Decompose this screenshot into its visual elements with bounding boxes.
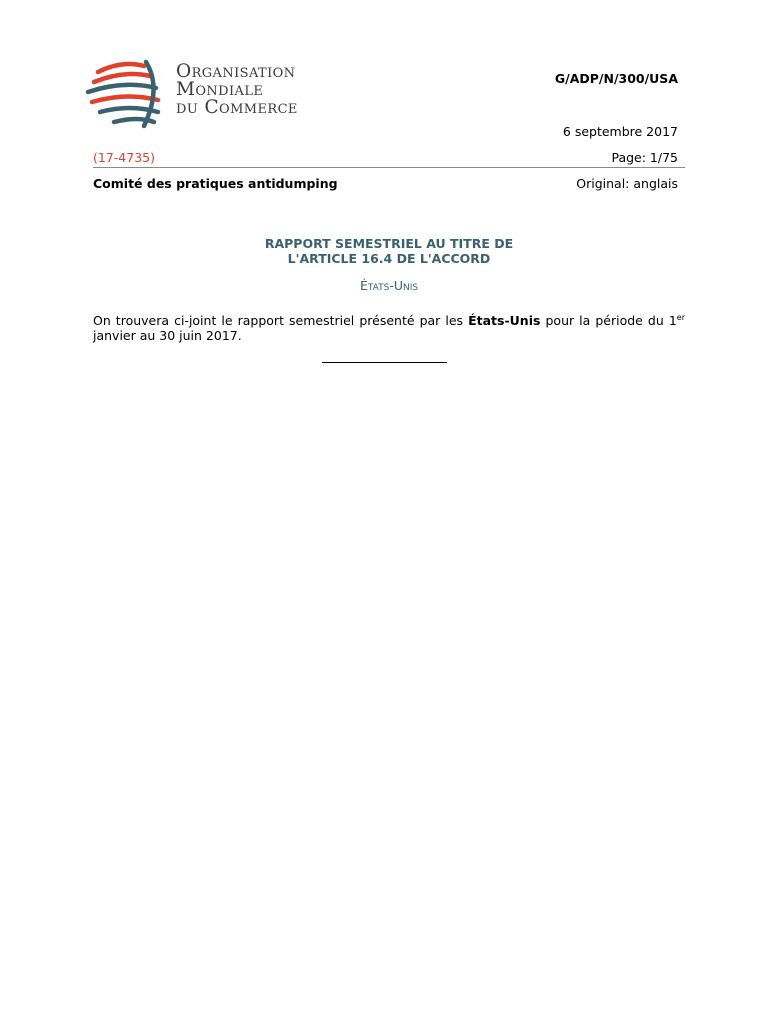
- body-text-part-1: On trouvera ci-joint le rapport semestriel présenté par les: [93, 313, 469, 328]
- body-text-country: États-Unis: [468, 313, 541, 328]
- document-reference: (17-4735): [93, 150, 155, 165]
- document-subtitle: États-Unis: [359, 278, 419, 293]
- page-number: Page: 1/75: [611, 150, 678, 165]
- org-name-line-3: du Commerce: [176, 97, 298, 118]
- org-name-line-2: Mondiale: [176, 79, 264, 100]
- wto-logo-icon: [84, 58, 174, 130]
- title-line-2: L'ARTICLE 16.4 DE L'ACCORD: [287, 251, 491, 266]
- original-language: Original: anglais: [576, 176, 678, 191]
- document-title: [93, 236, 685, 266]
- body-text-superscript: er: [676, 312, 685, 322]
- document-symbol: G/ADP/N/300/USA: [554, 71, 678, 86]
- title-line-1: RAPPORT SEMESTRIEL AU TITRE DE: [264, 236, 514, 251]
- body-text-part-3: janvier au 30 juin 2017.: [93, 328, 242, 343]
- organisation-name: [176, 63, 298, 117]
- document-date: 6 septembre 2017: [562, 124, 678, 139]
- body-paragraph: [93, 313, 685, 343]
- org-name-line-1: Organisation: [176, 61, 296, 82]
- end-divider: [322, 362, 447, 363]
- header-divider: [93, 167, 685, 168]
- body-text-part-2: pour la période du 1: [540, 313, 677, 328]
- committee-name: Comité des pratiques antidumping: [93, 176, 338, 191]
